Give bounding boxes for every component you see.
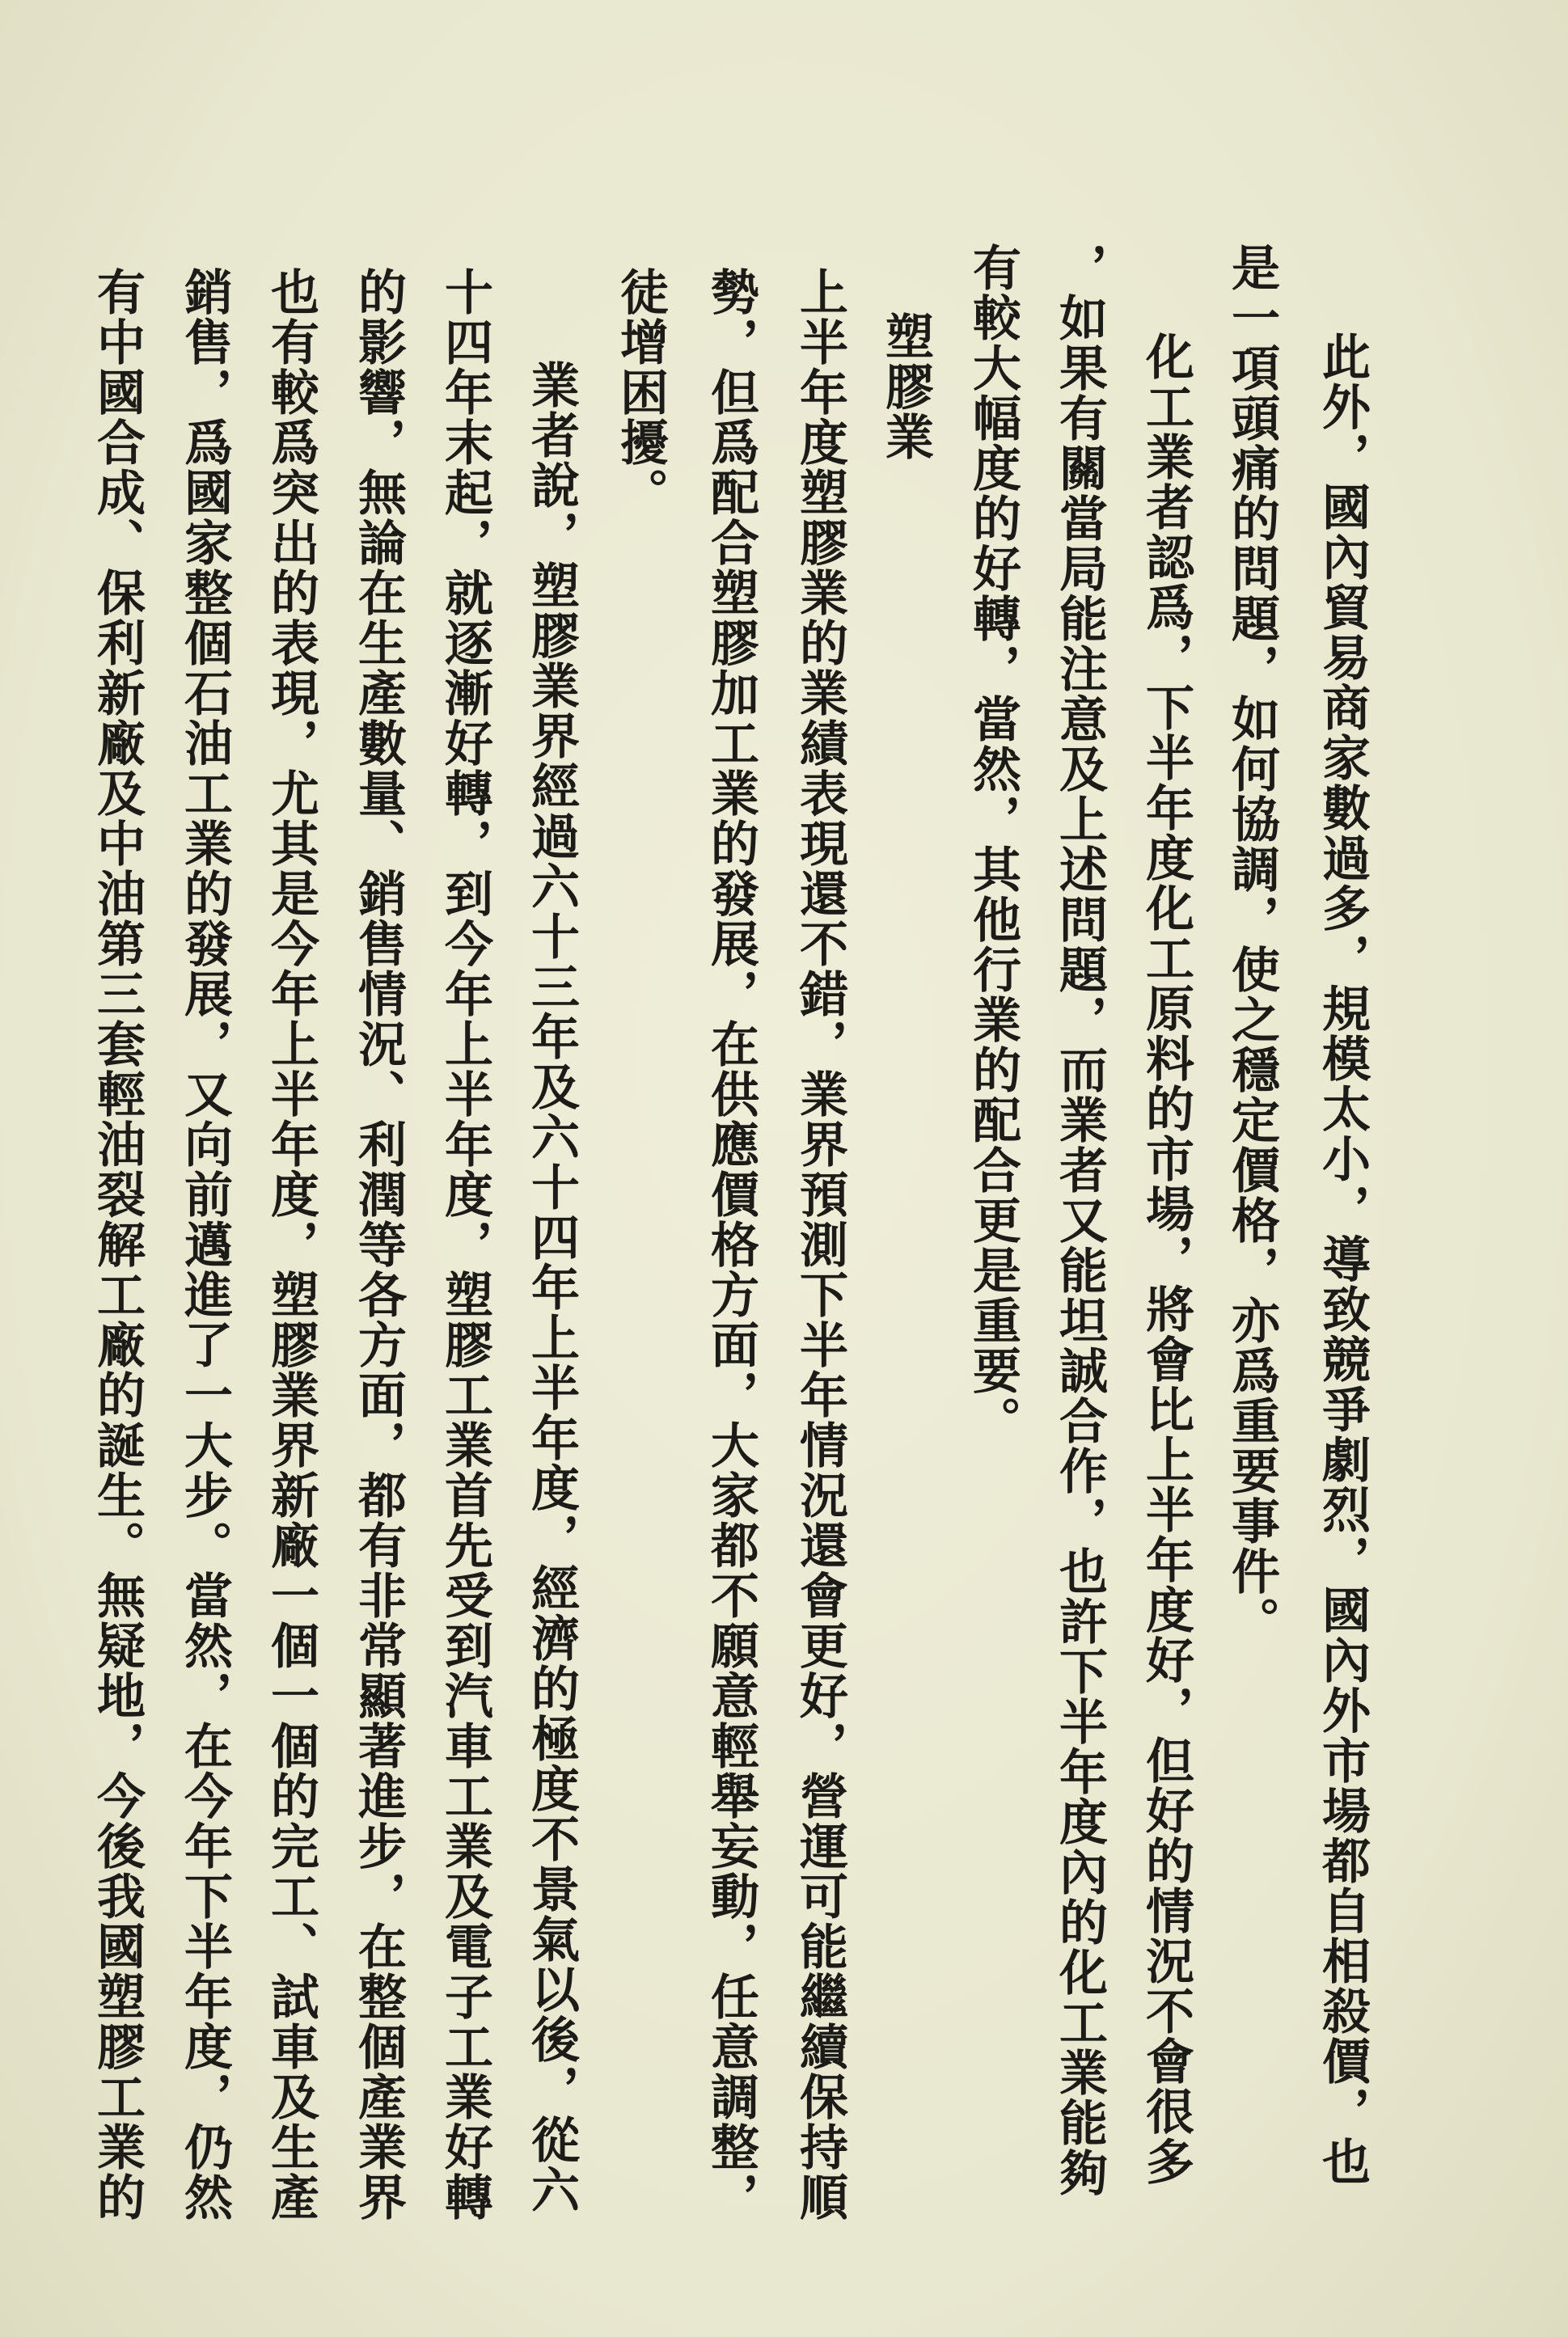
text-column-1: 此外，國內貿易商家數過多，規模太小，導致競爭劇烈，國內外市場都自相殺價，也 — [1314, 332, 1371, 2187]
text-column-13: 銷售，爲國家整個石油工業的發展，又向前邁進了一大步。當然，在今年下半年度，仍然 — [176, 267, 233, 2222]
text-column-10: 十四年末起，就逐漸好轉，到今年上半年度，塑膠工業首先受到汽車工業及電子工業好轉 — [437, 267, 493, 2222]
text-column-5: 有較大幅度的好轉，當然，其他行業的配合更是重要。 — [965, 243, 1021, 1446]
text-column-6: 上半年度塑膠業的業績表現還不錯，業界預測下半年情況還會更好，營運可能繼續保持順 — [792, 267, 848, 2222]
text-column-14: 有中國合成、保利新廠及中油第三套輕油裂解工廠的誕生。無疑地，今後我國塑膠工業的 — [89, 267, 146, 2222]
text-column-11: 的影響，無論在生產數量、銷售情況、利潤等各方面，都有非常顯著進步，在整個產業界 — [350, 267, 407, 2222]
text-column-4: ，如果有關當局能注意及上述問題，而業者又能坦誠合作，也許下半年度內的化工業能夠 — [1051, 243, 1108, 2198]
text-column-8: 徒增困擾。 — [612, 267, 669, 518]
text-column-12: 也有較爲突出的表現，尤其是今年上半年度，塑膠業界新廠一個一個的完工、試車及生產 — [263, 267, 319, 2222]
text-column-7: 勢，但爲配合塑膠加工業的發展，在供應價格方面，大家都不願意輕舉妄動，任意調整， — [703, 267, 759, 2222]
text-column-9: 業者說，塑膠業界經過六十三年及六十四年上半年度，經濟的極度不景氣以後，從六 — [523, 360, 580, 2215]
text-column-3: 化工業者認爲，下半年度化工原料的市場，將會比上半年度好，但好的情況不會很多 — [1138, 332, 1194, 2187]
section-heading: 塑膠業 — [877, 311, 934, 462]
text-column-2: 是一項頭痛的問題，如何協調，使之穩定價格，亦爲重要事件。 — [1224, 243, 1280, 1646]
